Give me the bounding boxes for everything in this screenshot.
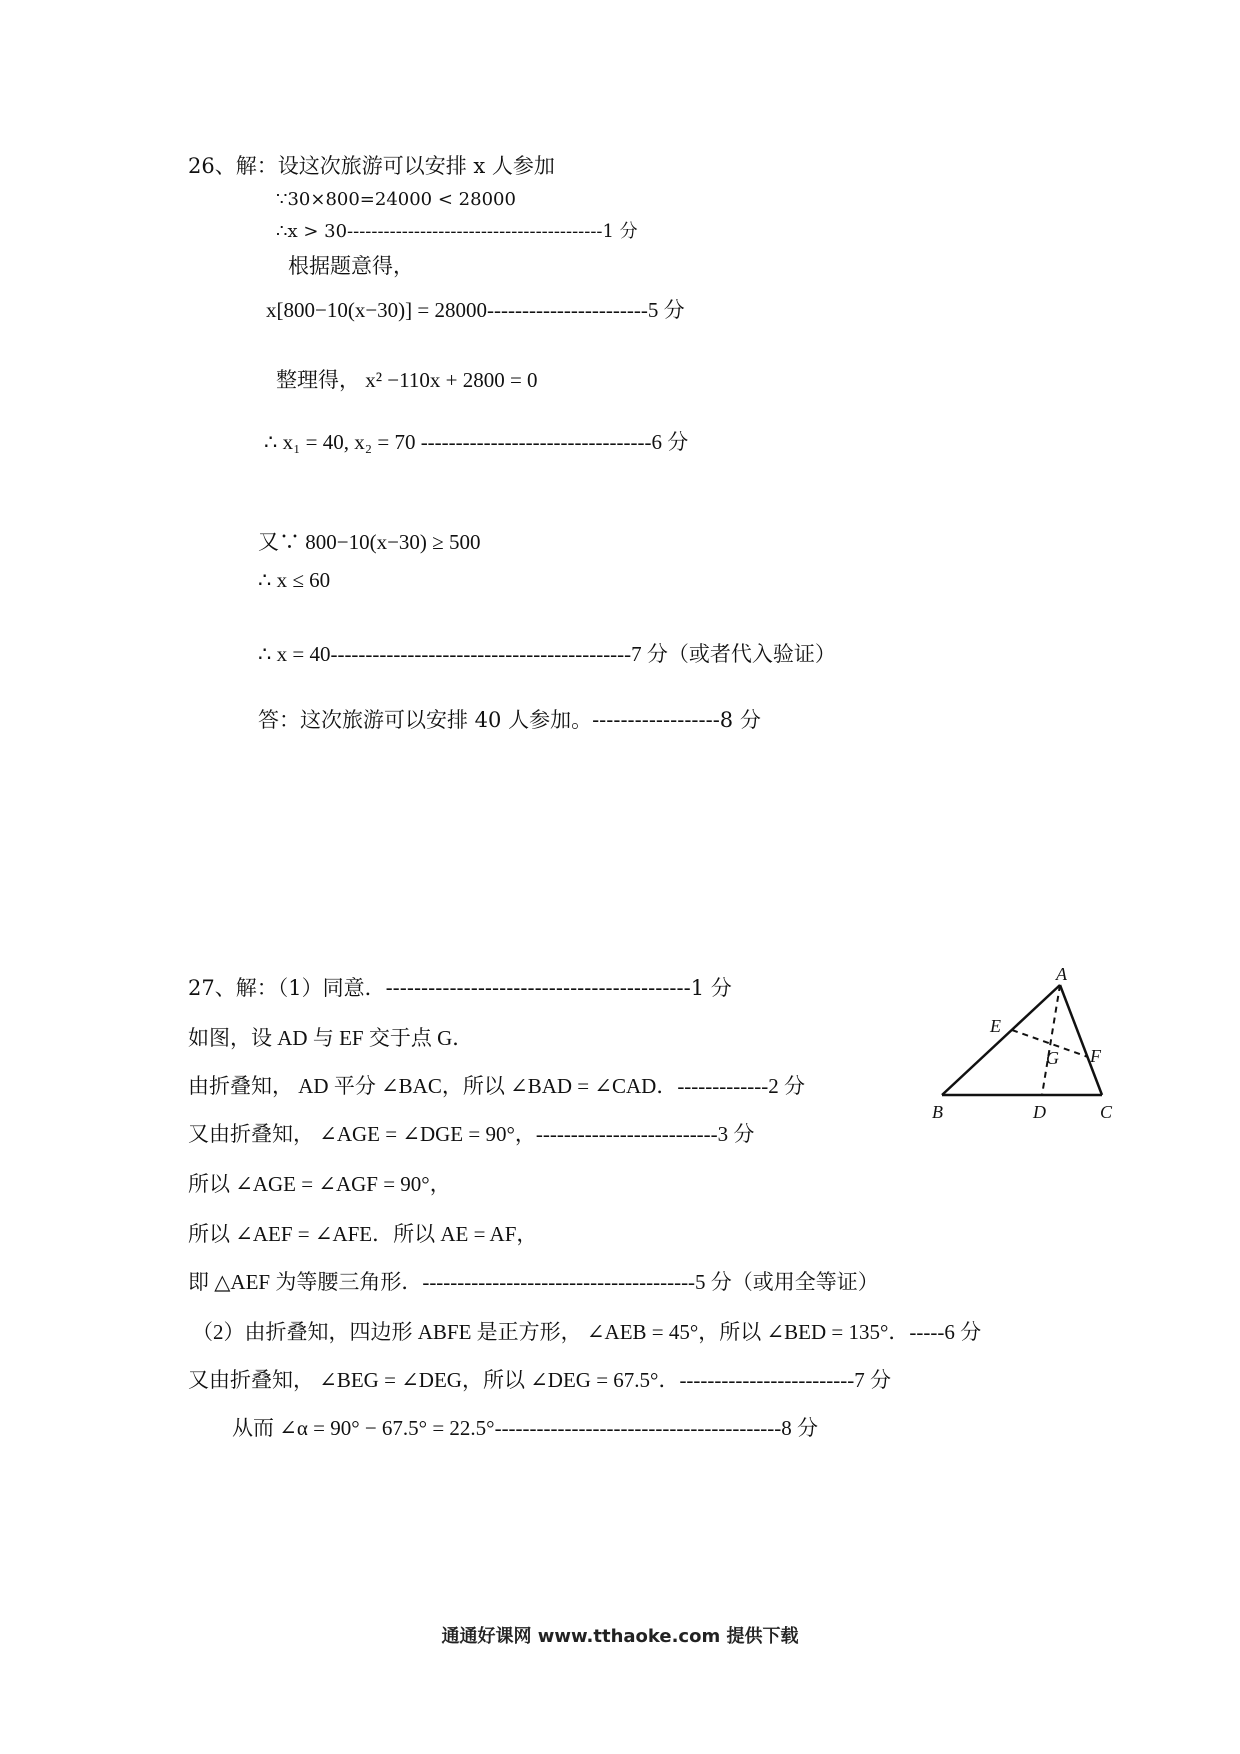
q27-line-5: 所以 ∠AGE = ∠AGF = 90°，	[188, 1172, 451, 1196]
q26-equation: x[800−10(x−30)] = 28000-----------------------5 分	[266, 298, 685, 322]
q27-line-6: 所以 ∠AEF = ∠AFE．所以 AE = AF，	[188, 1222, 538, 1246]
q26-line-2: ∵30×800=24000 < 28000	[276, 189, 516, 210]
q27-line-1: 27、解：（1）同意．-------------------------------------------1 分	[188, 976, 732, 1000]
q27-line-7: 即 △AEF 为等腰三角形．---------------------------------------5 分（或用全等证）	[188, 1270, 879, 1294]
label-e: E	[990, 1016, 1001, 1036]
label-d: D	[1033, 1102, 1046, 1122]
q26-line-4: 根据题意得，	[288, 254, 414, 278]
q26-answer: 答：这次旅游可以安排 40 人参加。------------------8 分	[258, 708, 761, 732]
q26-range: ∴ x ≤ 60	[258, 568, 331, 592]
q26-line-1: 26、解：设这次旅游可以安排 x 人参加	[188, 154, 555, 178]
side-ab	[942, 985, 1060, 1095]
q27-line-2: 如图，设 AD 与 EF 交于点 G．	[188, 1026, 474, 1050]
footer-source: 通通好课网 www.tthaoke.com 提供下载	[441, 1626, 799, 1647]
side-ac	[1060, 985, 1102, 1095]
q26-constraint: 又∵ 800−10(x−30) ≥ 500	[258, 530, 481, 554]
q27-line-3: 由折叠知， AD 平分 ∠BAC，所以 ∠BAD = ∠CAD．-------------2 分	[188, 1074, 805, 1098]
fold-line-ad	[1042, 985, 1060, 1095]
q26-line-3: ∴x > 30------------------------------------------1 分	[276, 221, 638, 242]
label-c: C	[1100, 1102, 1113, 1122]
q27-line-4: 又由折叠知， ∠AGE = ∠DGE = 90°，--------------------------3 分	[188, 1122, 755, 1146]
q26-result: ∴ x = 40-------------------------------------------7 分（或者代入验证）	[258, 642, 836, 666]
q27-line-8: （2）由折叠知，四边形 ABFE 是正方形， ∠AEB = 45°，所以 ∠BED = 135°．-----6 分	[192, 1320, 982, 1344]
label-a: A	[1056, 964, 1067, 984]
label-g: G	[1046, 1048, 1059, 1068]
q27-line-10: 从而 ∠α = 90° − 67.5° = 22.5°-----------------------------------------8 分	[232, 1416, 819, 1440]
triangle-figure	[932, 960, 1132, 1130]
label-f: F	[1090, 1046, 1101, 1066]
q26-simplified: 整理得， x² −110x + 2800 = 0	[276, 368, 538, 392]
q27-line-9: 又由折叠知， ∠BEG = ∠DEG，所以 ∠DEG = 67.5°．-------------------------7 分	[188, 1368, 892, 1392]
label-b: B	[932, 1102, 943, 1122]
q26-roots: ∴ x₁ = 40, x₂ = 70 ---------------------------------6 分	[264, 430, 689, 454]
